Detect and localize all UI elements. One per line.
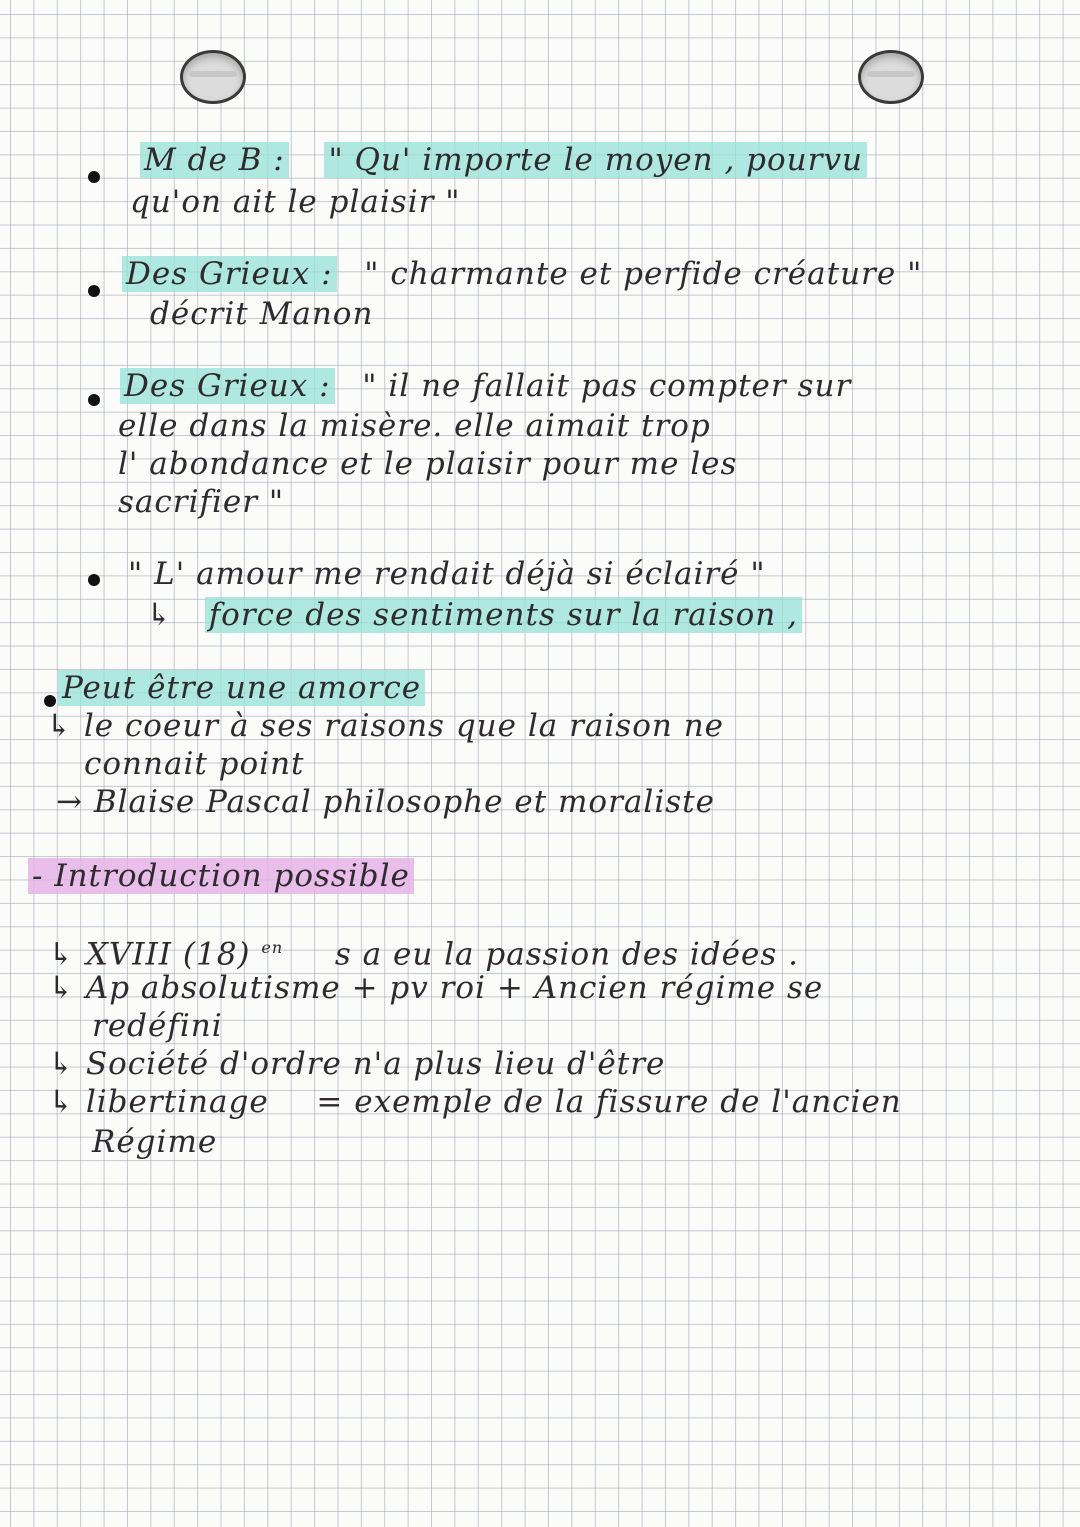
highlight-teal: Des Grieux :: [122, 256, 337, 292]
note-line: connait point: [84, 746, 305, 782]
quote-text: " charmante et perfide créature ": [364, 256, 923, 292]
highlight-teal: force des sentiments sur la raison ,: [205, 597, 802, 633]
note-line: elle dans la misère. elle aimait trop: [118, 408, 711, 444]
highlight-teal: Des Grieux :: [120, 368, 335, 404]
binder-hole-left: [180, 50, 246, 104]
highlight-teal: M de B :: [140, 142, 289, 178]
note-line: décrit Manon: [150, 296, 374, 332]
note-line: ↳ XVIII (18) $^{en}$ s a eu la passion des idées .: [48, 936, 799, 973]
note-line: redéfini: [92, 1008, 223, 1044]
note-line: → Blaise Pascal philosophe et moraliste: [56, 784, 715, 820]
note-line: [140, 142, 867, 178]
note-line: [122, 256, 922, 292]
superscript: en: [261, 938, 284, 957]
arrow-glyph: ↳: [146, 597, 173, 633]
note-line: Régime: [92, 1124, 218, 1160]
highlight-pink: - Introduction possible: [28, 858, 414, 894]
note-line: ↳ libertinage = exemple de la fissure de l'ancien: [48, 1084, 902, 1120]
bullet-5: [44, 695, 56, 707]
note-line: " L' amour me rendait déjà si éclairé ": [128, 556, 766, 592]
quote-text: " il ne fallait pas compter sur: [362, 368, 852, 404]
bullet-3: [88, 394, 100, 406]
note-line: ↳ Ap absolutisme + pv roi + Ancien régime se: [48, 970, 824, 1006]
bullet-4: [88, 574, 100, 586]
note-line: [120, 368, 851, 404]
quote-text: " Qu' importe le moyen , pourvu: [324, 142, 867, 178]
highlight-teal: Peut être une amorce: [58, 670, 425, 706]
bullet-1: [88, 171, 100, 183]
note-line: l' abondance et le plaisir pour me les: [118, 446, 738, 482]
note-line: ↳ le coeur à ses raisons que la raison ne: [46, 708, 724, 744]
note-line: sacrifier ": [118, 484, 285, 520]
note-line: ↳ Société d'ordre n'a plus lieu d'être: [48, 1046, 666, 1082]
note-line: [58, 670, 425, 706]
note-line: [146, 597, 802, 633]
section-heading: [28, 858, 414, 894]
bullet-2: [88, 285, 100, 297]
note-line: qu'on ait le plaisir ": [130, 184, 461, 220]
binder-hole-right: [858, 50, 924, 104]
